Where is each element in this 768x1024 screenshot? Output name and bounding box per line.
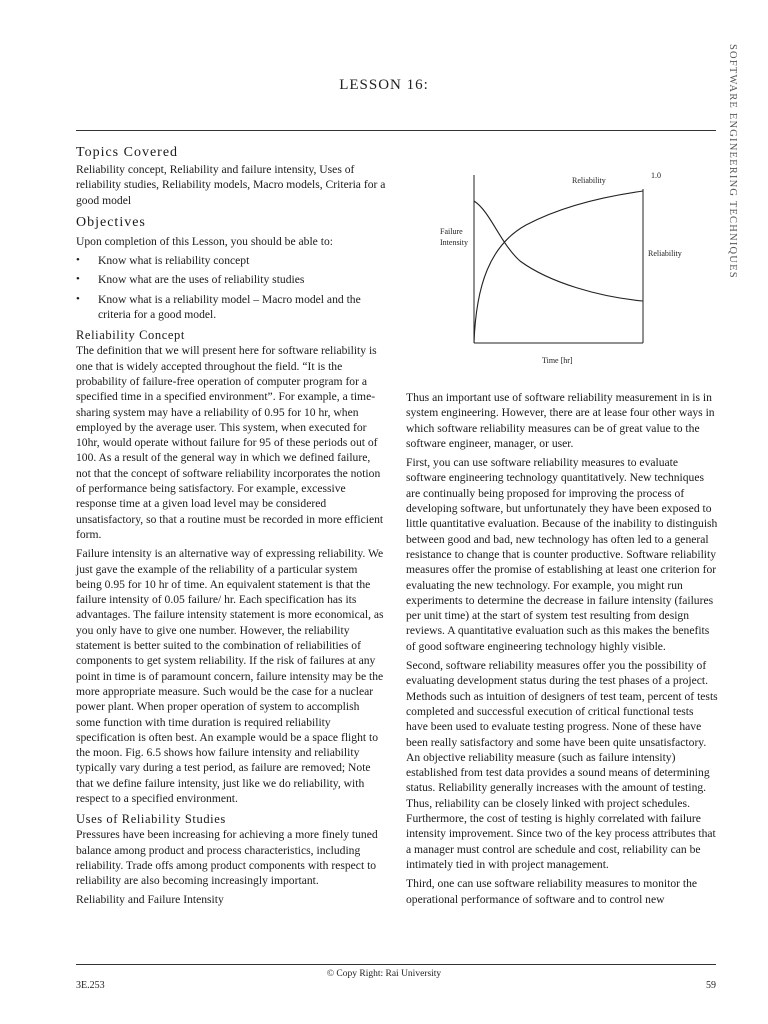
failure-intensity-label-line2: Intensity	[440, 238, 468, 247]
x-axis-label: Time [hr]	[542, 356, 573, 365]
footer-code: 3E.253	[76, 980, 105, 991]
reliability-concept-p2: Failure intensity is an alternative way of expressing reliability. We just gave the example of the reliability of a particular system being 0.95 for 10 hr of time. An equivalent statement is that the failure intensity of 0.05 failure/ hr. Each specification has its advantages. The failure intensity statement is more economical, as you only have to give one number. However, the reliability statement is better suited to the combination of reliabilities of components to get system reliability. If the risk of failures at any point in time is of paramount concern, failure intensity may be the more appropriate measure. Such would be the case for a nuclear power plant. When proper operation of system to accomplish some function with time duration is required reliability specification is often best. An example would be a space flight to the moon. Fig. 6.5 shows how failure intensity and reliability typically vary during a test period, as failure are removed; Note that we define failure intensity, just like we do reliability, with respect to a specified environment.	[76, 547, 384, 805]
side-running-title: SOFTWARE ENGINEERING TECHNIQUES	[727, 44, 738, 279]
objectives-list	[76, 253, 386, 322]
uses-studies-p1: Pressures have been increasing for achieving a more finely tuned balance among product and process characteristics, including reliability. Trade offs among product components with respect to reliability are also becoming increasingly important.	[76, 828, 378, 888]
reliability-failure-intensity-figure	[430, 165, 690, 370]
right-p1: Thus an important use of software reliability measurement in is in system engineering. However, there are at lease four other ways in which software reliability measures can be of great value to the software engineer, manager, or user.	[406, 391, 715, 450]
uses-studies-p2: Reliability and Failure Intensity	[76, 893, 224, 907]
failure-intensity-curve	[474, 201, 643, 301]
right-p3: Second, software reliability measures offer you the possibility of evaluating development status during the test phases of a project. Methods such as intuition of designers of test team, percent of tests completed and successful execution of critical functional tests have been used to evaluate testing progress. None of these have been really satisfactory and some have been quite unsatisfactory. An objective reliability measure (such as failure intensity) established from test data provides a sound means of determining status. Reliability generally increases with the amount of testing. Thus, reliability can be closely linked with project schedules. Furthermore, the cost of testing is highly correlated with failure intensity improvement. Since two of the key process attributes that a manager must control are schedule and cost, reliability can be intimately tied in with project management.	[406, 659, 718, 871]
right-p4: Third, one can use software reliability measures to monitor the operational performance of software and to control new	[406, 877, 698, 906]
reliability-right-label: Reliability	[648, 249, 682, 258]
right-column	[406, 390, 718, 911]
list-item: • Know what is a reliability model – Macro model and the criteria for a good model.	[76, 292, 361, 322]
one-point-zero-label: 1.0	[651, 171, 661, 180]
topics-heading: Topics Covered	[76, 145, 179, 160]
right-p2: First, you can use software reliability measures to evaluate software engineering technology quantitatively. New techniques are continually being proposed for improving the process of developing software, but unfortunately they have been exposed to little quantitative evaluation. Because of the inability to distinguish between good and bad, new technology has often led to a general resistance to change that is counter productive. Software reliability measures offer the promise of establishing at least one criterion for evaluating the new technology. For example, you might run experiments to determine the decrease in failure intensity (failures per unit time) at the start of system test resulting from design reviews. A quantitative evaluation such as this makes the benefits of good software engineering technology highly visible.	[406, 456, 718, 653]
failure-intensity-label-line1: Failure	[440, 227, 463, 236]
header-rule	[76, 130, 716, 131]
copyright-text: © Copy Right: Rai University	[326, 969, 442, 979]
page-number: 59	[706, 980, 716, 991]
reliability-concept-p1: The definition that we will present here for software reliability is one that is widely accepted throughout the field. “It is the probability of failure-free operation of computer program for a specified time in a specified environment”. For example, a time-sharing system may have a reliability of 0.95 for 10 hr, when employed by the average user. This system, when executed for 10hr, would operate without failure for 95 of these periods out of 100. As a result of the general way in which we defined failure, not that the concept of software reliability incorporates the notion of performance being satisfactory. For example, excessive response time at a given load level may be considered unsatisfactory, so that a routine must be recorded in more efficient form.	[76, 344, 384, 541]
lesson-title: LESSON 16:	[339, 77, 429, 93]
uses-studies-heading: Uses of Reliability Studies	[76, 812, 226, 827]
objectives-heading: Objectives	[76, 214, 146, 230]
reliability-concept-heading: Reliability Concept	[76, 328, 185, 343]
reliability-top-label: Reliability	[572, 176, 606, 185]
left-column	[76, 144, 386, 912]
topics-text: Reliability concept, Reliability and failure intensity, Uses of reliability studies, Reliability models, Macro models, Criteria for a good model	[76, 163, 386, 207]
list-item: • Know what are the uses of reliability studies	[76, 273, 305, 287]
list-item: • Know what is reliability concept	[76, 254, 250, 268]
objectives-intro: Upon completion of this Lesson, you should be able to:	[76, 234, 333, 248]
footer-rule	[76, 964, 716, 965]
reliability-curve	[474, 191, 643, 343]
